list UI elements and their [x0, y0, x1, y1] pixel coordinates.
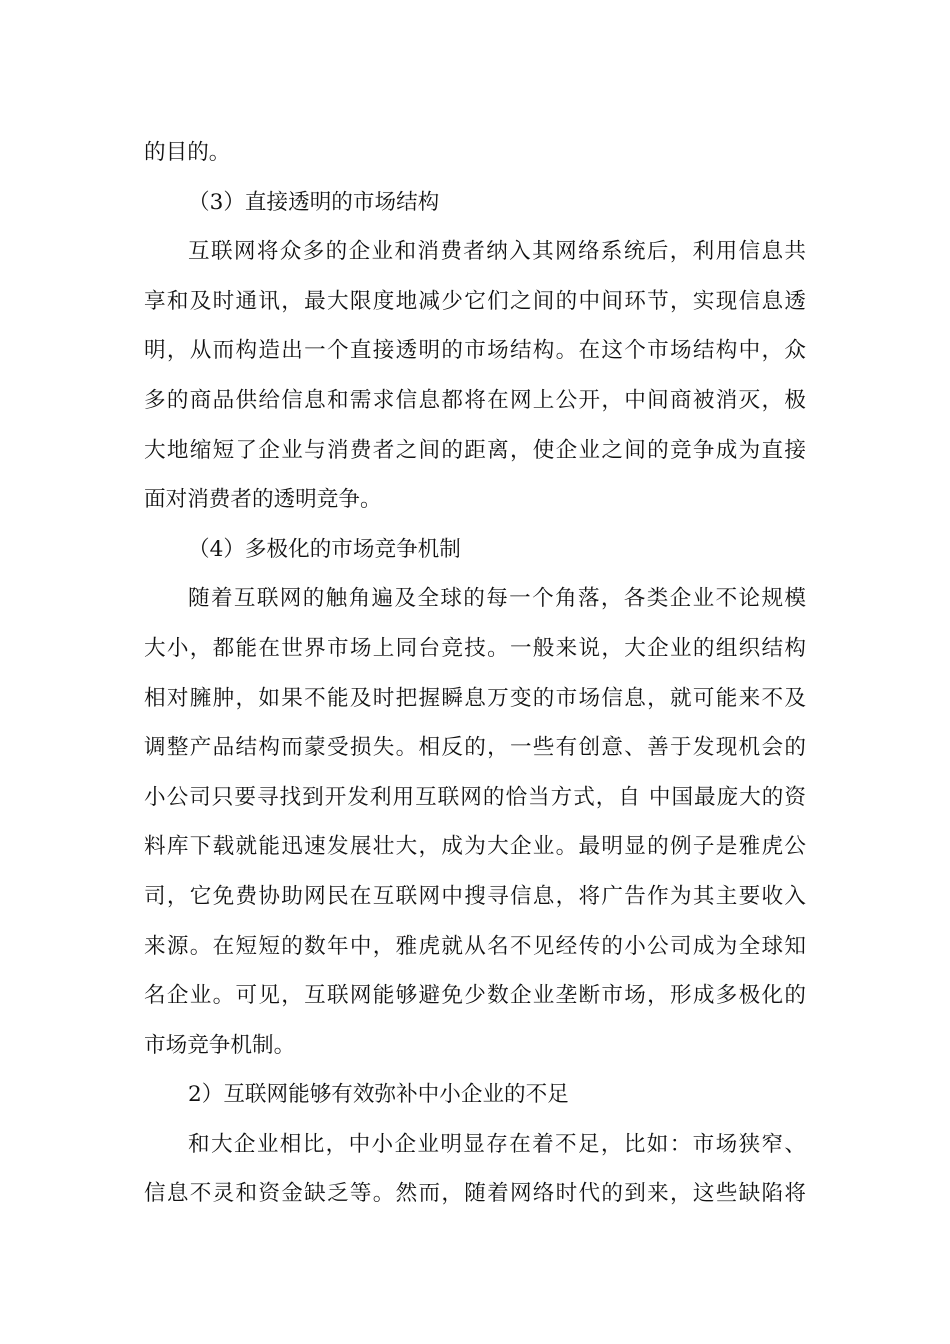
paragraph-line: 的目的。 [144, 140, 231, 165]
paragraph-line: 和大企业相比，中小企业明显存在着不足，比如：市场狭窄、 [188, 1131, 806, 1157]
paragraph-line: 市场竞争机制。 [144, 1032, 296, 1058]
document-body [144, 128, 806, 1219]
paragraph-line: 多的商品供给信息和需求信息都将在网上公开，中间商被消灭，极 [144, 387, 806, 413]
paragraph-line: 享和及时通讯，最大限度地减少它们之间的中间环节，实现信息透 [144, 288, 806, 314]
section-heading-3: （3）直接透明的市场结构 [188, 189, 440, 215]
paragraph-line: 随着互联网的触角遍及全球的每一个角落，各类企业不论规模 [188, 586, 806, 612]
paragraph-line: 明，从而构造出一个直接透明的市场结构。在这个市场结构中，众 [144, 338, 806, 364]
paragraph-line: 小公司只要寻找到开发利用互联网的恰当方式，自 中国最庞大的资 [144, 784, 806, 810]
paragraph-line: 信息不灵和资金缺乏等。然而，随着网络时代的到来，这些缺陷将 [144, 1181, 806, 1207]
paragraph-line: 料库下载就能迅速发展壮大，成为大企业。最明显的例子是雅虎公 [144, 834, 806, 860]
paragraph-line: 互联网将众多的企业和消费者纳入其网络系统后，利用信息共 [188, 239, 806, 265]
paragraph-line: 相对臃肿，如果不能及时把握瞬息万变的市场信息，就可能来不及 [144, 685, 806, 711]
paragraph-line: 大小，都能在世界市场上同台竞技。一般来说，大企业的组织结构 [144, 635, 806, 661]
section-heading-4: （4）多极化的市场竞争机制 [188, 536, 461, 562]
paragraph-line: 名企业。可见，互联网能够避免少数企业垄断市场，形成多极化的 [144, 983, 806, 1009]
paragraph-line: 大地缩短了企业与消费者之间的距离，使企业之间的竞争成为直接 [144, 437, 806, 463]
paragraph-line: 司，它免费协助网民在互联网中搜寻信息，将广告作为其主要收入 [144, 883, 806, 909]
paragraph-line: 调整产品结构而蒙受损失。相反的，一些有创意、善于发现机会的 [144, 735, 806, 761]
paragraph-line: 面对消费者的透明竞争。 [144, 487, 382, 513]
section-heading-2: 2）互联网能够有效弥补中小企业的不足 [188, 1082, 569, 1108]
paragraph-line: 来源。在短短的数年中，雅虎就从名不见经传的小公司成为全球知 [144, 933, 806, 959]
